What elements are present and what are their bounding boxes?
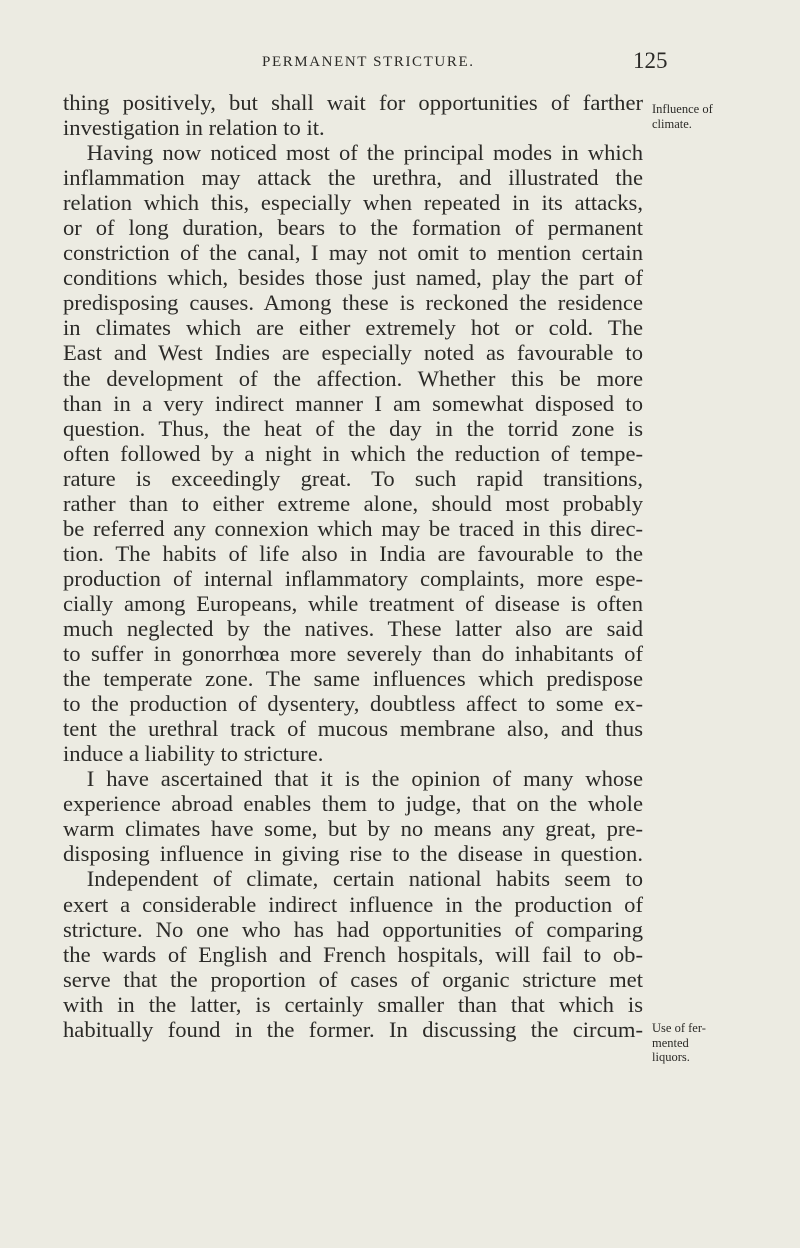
margin-note-line: climate. — [652, 116, 692, 131]
text-line: constriction of the canal, I may not omit to mention certain — [63, 240, 643, 266]
text-line: the wards of English and French hospitals, will fail to ob- — [63, 941, 643, 967]
text-line: be referred any connexion which may be traced in this direc- — [63, 515, 643, 541]
text-line: the temperate zone. The same influences which predispose — [63, 666, 643, 692]
text-line: Having now noticed most of the principal modes in which — [86, 140, 643, 166]
text-line: in climates which are either extremely hot or cold. The — [63, 315, 643, 341]
text-line: or of long duration, bears to the formation of permanent — [63, 215, 643, 241]
body-text — [63, 90, 643, 1042]
margin-note-line: Influence of — [652, 102, 713, 116]
margin-note-fermented-liquors — [652, 1021, 706, 1065]
margin-note-line: liquors. — [652, 1050, 690, 1064]
text-line: thing positively, but shall wait for opportunities of farther — [63, 90, 643, 115]
text-line: investigation in relation to it. — [63, 115, 325, 141]
text-line: warm climates have some, but by no means any great, pre- — [63, 816, 643, 842]
text-line: cially among Europeans, while treatment of disease is often — [63, 590, 643, 616]
page-header — [0, 38, 800, 78]
text-line: predisposing causes. Among these is reckoned the residence — [63, 290, 643, 316]
text-line: disposing influence in giving rise to the disease in question. — [63, 841, 643, 867]
text-line: tent the urethral track of mucous membrane also, and thus — [63, 716, 643, 742]
running-head: PERMANENT STRICTURE. — [262, 54, 475, 70]
page-number: 125 — [633, 48, 668, 73]
text-line: tion. The habits of life also in India are favourable to the — [63, 540, 643, 566]
text-line: inflammation may attack the urethra, and illustrated the — [63, 165, 643, 191]
text-line: experience abroad enables them to judge, that on the whole — [63, 791, 643, 817]
text-line: serve that the proportion of cases of organic stricture met — [63, 966, 643, 992]
text-line: I have ascertained that it is the opinion of many whose — [86, 766, 643, 792]
text-line: production of internal inflammatory complaints, more espe- — [63, 565, 643, 591]
text-line: exert a considerable indirect influence in the production of — [63, 891, 643, 917]
text-line: rature is exceedingly great. To such rapid transitions, — [63, 465, 643, 491]
text-line: much neglected by the natives. These latter also are said — [63, 615, 643, 641]
text-line: conditions which, besides those just named, play the part of — [63, 265, 643, 291]
text-line: the development of the affection. Whether this be more — [63, 365, 643, 391]
text-line: with in the latter, is certainly smaller than that which is — [63, 991, 643, 1017]
text-line: often followed by a night in which the reduction of tempe- — [63, 440, 643, 466]
text-line: rather than to either extreme alone, should most probably — [63, 490, 643, 516]
margin-note-climate — [652, 102, 713, 131]
text-line: question. Thus, the heat of the day in the torrid zone is — [63, 415, 643, 441]
text-line: induce a liability to stricture. — [63, 741, 324, 767]
text-line: to suffer in gonorrhœa more severely than do inhabitants of — [63, 641, 643, 667]
text-line: habitually found in the former. In discussing the circum- — [63, 1016, 643, 1042]
text-line: stricture. No one who has had opportunities of comparing — [63, 916, 643, 942]
text-line: Independent of climate, certain national habits seem to — [86, 866, 643, 892]
margin-note-line: Use of fer- — [652, 1021, 706, 1035]
text-line: than in a very indirect manner I am somewhat disposed to — [63, 390, 643, 416]
text-line: to the production of dysentery, doubtless affect to some ex- — [63, 691, 643, 717]
text-line: East and West Indies are especially noted as favourable to — [63, 340, 643, 366]
margin-note-line: mented — [652, 1035, 689, 1050]
text-line: relation which this, especially when repeated in its attacks, — [63, 190, 643, 216]
